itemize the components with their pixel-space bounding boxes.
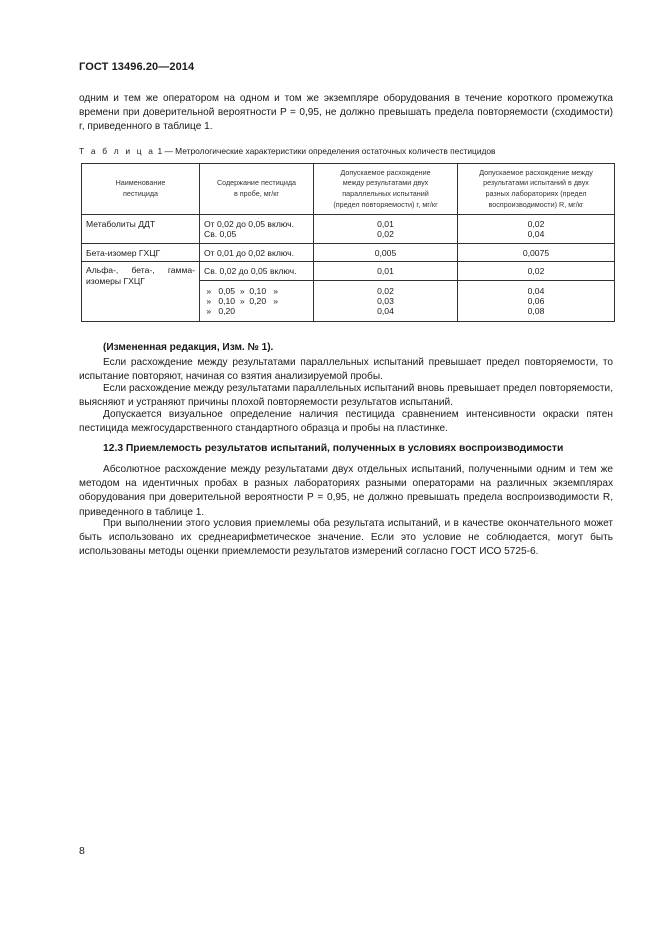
reproducibility-cell	[458, 243, 615, 261]
pesticide-name: Метаболиты ДДТ	[82, 215, 200, 244]
header-line: Содержание пестицида	[216, 178, 297, 188]
table-row	[82, 243, 615, 261]
content-line: От 0,02 до 0,05 включ.	[204, 219, 294, 229]
content-line: » 0,10 » 0,20 »	[204, 296, 279, 307]
content-cell	[200, 215, 314, 244]
header-content	[200, 164, 314, 215]
header-line: Допускаемое расхождение	[340, 167, 431, 177]
value-line: 0,04	[377, 306, 394, 317]
header-line: в пробе, мг/кг	[233, 189, 280, 198]
table-caption	[79, 146, 496, 156]
content-line: Св. 0,02 до 0,05 включ.	[204, 266, 297, 277]
paragraph-after-table: Допускается визуальное определение наличия пестицида сравнением интенсивности окраски пятен пестицида межгосударственного стандартного образца и пробы на пластинке.	[79, 409, 613, 435]
value-line: 0,02	[527, 219, 545, 229]
value-line: 0,02	[527, 266, 545, 277]
value-line: 0,08	[527, 306, 545, 317]
value-line: 0,01	[377, 219, 394, 229]
content-cell	[200, 280, 314, 321]
value-line: 0,03	[377, 296, 394, 307]
paragraph-after-table: Если расхождение между результатами параллельных испытаний превышает предел повторяемости, то испытание повторяют, начиная со взятия анализируемой пробы.	[79, 357, 613, 383]
table-row	[82, 215, 615, 244]
value-line: 0,04	[527, 229, 545, 240]
repeatability-cell	[314, 280, 458, 321]
content-line: » 0,05 » 0,10 »	[204, 285, 279, 296]
section-paragraph: Абсолютное расхождение между результатами двух отдельных испытаний, полученными одним и тем же методом на идентичных пробах в разных лабораториях разными операторами на различных экземплярах оборудования при доверительной вероятности P = 0,95, не должно превышать предела воспроизводимости R, приведенного в таблице 1.	[79, 464, 613, 518]
pesticide-name: Бета-изомер ГХЦГ	[82, 243, 200, 261]
reproducibility-cell	[458, 280, 615, 321]
header-pesticide-name	[82, 164, 200, 215]
header-line: воспроизводимости) R, мг/кг	[488, 199, 584, 209]
table-caption-prefix: Т а б л и ц а	[79, 146, 156, 156]
edit-note: (Измененная редакция, Изм. № 1).	[103, 342, 274, 353]
repeatability-cell	[314, 215, 458, 244]
header-line: результатами испытаний в двух	[483, 178, 589, 188]
header-reproducibility	[458, 164, 615, 215]
section-title: 12.3 Приемлемость результатов испытаний, полученных в условиях воспроизводимости	[103, 443, 564, 454]
content-line: Св. 0,05	[204, 229, 237, 240]
value-line: 0,01	[377, 266, 394, 277]
metrology-table	[81, 163, 615, 322]
table-header-row	[82, 164, 615, 215]
table-caption-text: 1 — Метрологические характеристики определения остаточных количеств пестицидов	[155, 146, 496, 156]
header-repeatability	[314, 164, 458, 215]
intro-paragraph: одним и тем же оператором на одном и том же экземпляре оборудования в течение короткого промежутка времени при доверительной вероятности P = 0,95, не должно превышать предела повторяемости (сходимости) r, приведенного в таблице 1.	[79, 93, 613, 133]
value-line: 0,0075	[522, 247, 550, 258]
value-line: 0,02	[377, 285, 394, 296]
section-paragraph: При выполнении этого условия приемлемы оба результата испытаний, и в качестве окончательного может быть использовано их среднеарифметическое значение. Если это условие не соблюдается, могут быть использованы методы оценки приемлемости результатов измерений согласно ГОСТ ИСО 5725-6.	[79, 518, 613, 558]
table-row	[82, 262, 615, 280]
header-line: Наименование	[115, 178, 166, 188]
header-line: (предел повторяемости) r, мг/кг	[333, 199, 438, 209]
value-line: 0,04	[527, 285, 545, 296]
value-line: 0,06	[527, 296, 545, 307]
value-line: 0,005	[374, 247, 397, 258]
reproducibility-cell	[458, 215, 615, 244]
header-line: разных лабораториях (предел	[485, 189, 587, 198]
repeatability-cell	[314, 262, 458, 280]
repeatability-cell	[314, 243, 458, 261]
pesticide-name: Альфа-, бета-, гамма-изомеры ГХЦГ	[82, 262, 200, 322]
content-line: От 0,01 до 0,02 включ.	[204, 247, 294, 258]
header-line: между результатами двух	[342, 178, 429, 188]
page-header: ГОСТ 13496.20—2014	[79, 61, 195, 73]
header-line: пестицида	[122, 189, 159, 198]
content-cell	[200, 262, 314, 280]
page-number: 8	[79, 845, 85, 857]
content-cell	[200, 243, 314, 261]
value-line: 0,02	[377, 229, 394, 240]
paragraph-after-table: Если расхождение между результатами параллельных испытаний вновь превышает предел повторяемости, выясняют и устраняют причины плохой повторяемости результатов испытаний.	[79, 383, 613, 409]
header-line: параллельных испытаний	[342, 189, 429, 198]
header-line: Допускаемое расхождение между	[479, 167, 593, 177]
reproducibility-cell	[458, 262, 615, 280]
content-line: » 0,20	[204, 306, 236, 317]
